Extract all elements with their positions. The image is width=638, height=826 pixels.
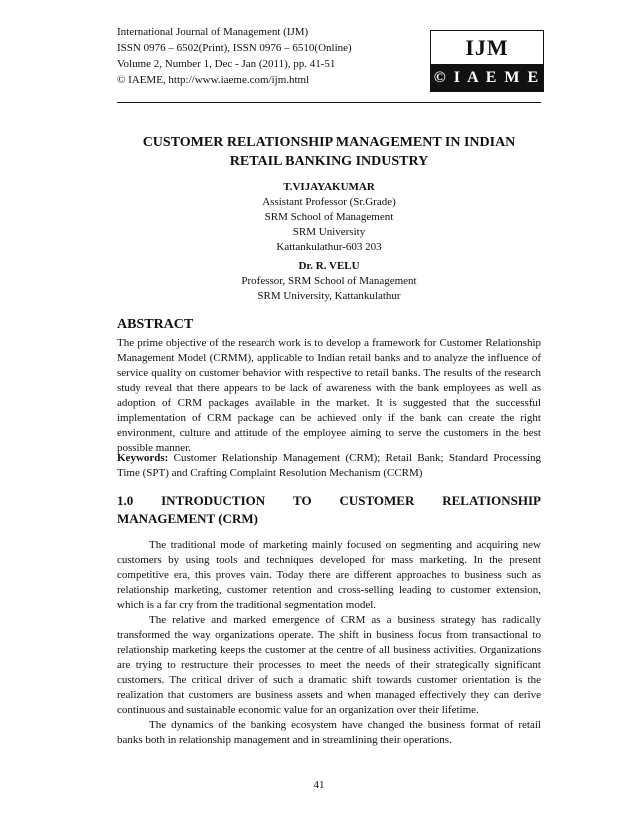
- paragraph: The dynamics of the banking ecosystem have changed the business format of retail banks both in relationship management and in streamlining their operations.: [117, 719, 541, 746]
- section-number: 1.0: [117, 493, 134, 508]
- section-heading-line-1: [117, 492, 541, 510]
- header-divider: [117, 102, 541, 103]
- keywords: [117, 451, 541, 481]
- section-heading: [117, 492, 541, 528]
- section-heading-line-2: MANAGEMENT (CRM): [117, 511, 258, 526]
- abstract-text: The prime objective of the research work is to develop a framework for Customer Relationship Management Model (CRMM), applicable to Indian retail banks and to analyze the influence of service quality on customer behavior with respective to retail banks. The results of the research study reveal that there appears to be lack of awareness with the bank employees as well as adoption of CRM packages available in the market. It is suggested that the successful implementation of CRM package can be achieved only if the bank can create the right environment, culture and attitude of the employee aiming to serve the customers in the best possible manner.: [117, 337, 541, 454]
- author-name: T.VIJAYAKUMAR: [283, 181, 375, 193]
- body-text: [117, 538, 541, 748]
- journal-info: [117, 24, 427, 88]
- keywords-label: Keywords:: [117, 452, 169, 464]
- author-name: Dr. R. VELU: [298, 260, 360, 272]
- title-line-2: RETAIL BANKING INDUSTRY: [229, 154, 429, 169]
- author-affiliation-line: Assistant Professor (Sr.Grade): [262, 196, 396, 208]
- section-word: INTRODUCTION: [161, 493, 266, 508]
- title-line-1: CUSTOMER RELATIONSHIP MANAGEMENT IN INDIAN: [142, 135, 516, 150]
- journal-logo: [430, 30, 544, 92]
- issn-line: ISSN 0976 – 6502(Print), ISSN 0976 – 6510(Online): [117, 42, 352, 54]
- copyright-line: © IAEME, http://www.iaeme.com/ijm.html: [117, 74, 310, 86]
- abstract-heading: ABSTRACT: [117, 317, 194, 332]
- keywords-text: Customer Relationship Management (CRM); Retail Bank; Standard Processing Time (SPT) and Crafting Complaint Resolution Mechanism (CCRM): [117, 452, 541, 479]
- author-affiliation-line: SRM School of Management: [264, 211, 394, 223]
- paragraph: The traditional mode of marketing mainly focused on segmenting and acquiring new customers by using tools and techniques developed for mass marketing. In the present competitive era, this proves vain. Today there are different approaches to business such as relationship marketing, customer retention and cross-selling leading to customer extension, which is a far cry from the traditional segmentation model.: [117, 539, 541, 611]
- page-number: 41: [313, 779, 325, 791]
- paper-title: [117, 133, 541, 171]
- author-affiliation-line: SRM University: [292, 226, 366, 238]
- section-word: CUSTOMER: [339, 493, 415, 508]
- section-word: RELATIONSHIP: [442, 493, 541, 508]
- volume-line: Volume 2, Number 1, Dec - Jan (2011), pp. 41-51: [117, 58, 336, 70]
- author-affiliation-line: Professor, SRM School of Management: [241, 275, 417, 287]
- author-block-1: [117, 180, 541, 255]
- logo-top-text: IJM: [431, 31, 543, 64]
- logo-bottom-text: © I A E M E: [431, 64, 543, 91]
- journal-name: International Journal of Management (IJM): [117, 26, 309, 38]
- author-affiliation-line: SRM University, Kattankulathur: [257, 290, 401, 302]
- author-block-2: [117, 259, 541, 304]
- section-word: TO: [293, 493, 312, 508]
- paragraph: The relative and marked emergence of CRM as a business strategy has radically transformed the way organizations operate. The shift in business focus from transactional to relationship marketing keeps the customer at the centre of all business activities. Organizations are trying to restructure their processes to meet the needs of their strategically significant customers. The critical driver of such a dramatic shift towards customer orientation is the realization that customers are business assets and when managed effectively they can derive continuous and sustainable economic value for an organization over their lifetime.: [117, 614, 541, 716]
- author-affiliation-line: Kattankulathur-603 203: [276, 241, 382, 253]
